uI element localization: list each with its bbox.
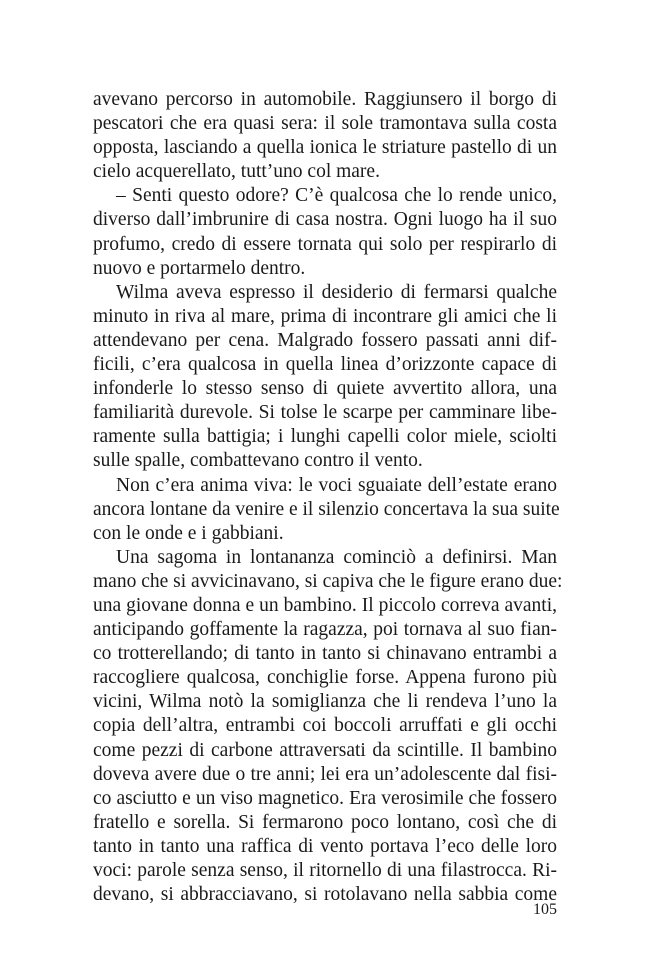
page-number: 105	[533, 901, 557, 918]
text-line: anticipando goffamente la ragazza, poi tornava al suo fian-	[93, 619, 557, 641]
text-line: devano, si abbracciavano, si rotolavano nella sabbia come	[93, 884, 557, 906]
text-line: Wilma aveva espresso il desiderio di fermarsi qualche	[116, 281, 557, 303]
text-line: co trotterellando; di tanto in tanto si chinavano entrambi a	[93, 643, 557, 665]
text-line: co asciutto e un viso magnetico. Era verosimile che fossero	[93, 787, 557, 809]
text-line: ancora lontane da venire e il silenzio concertava la sua suite	[93, 498, 560, 520]
paragraph-1	[93, 88, 557, 184]
text-line: tanto in tanto una raffica di vento portava l’eco delle loro	[93, 835, 557, 857]
text-line: vicini, Wilma notò la somiglianza che li rendeva l’uno la	[93, 691, 557, 713]
text-line: ramente sulla battigia; i lunghi capelli color miele, sciolti	[93, 426, 557, 448]
paragraph-2	[93, 184, 557, 280]
text-line: infonderle lo stesso senso di quiete avvertito allora, una	[93, 378, 557, 400]
text-line: cielo acquerellato, tutt’uno col mare.	[93, 161, 380, 183]
text-line: sulle spalle, combattevano contro il vento.	[93, 450, 423, 472]
paragraph-4	[93, 474, 560, 546]
text-line: voci: parole senza senso, il ritornello di una filastrocca. Ri-	[93, 860, 557, 881]
text-line: raccogliere qualcosa, conchiglie forse. Appena furono più	[93, 667, 557, 689]
text-line: pescatori che era quasi sera: il sole tramontava sulla costa	[93, 113, 557, 135]
text-line: Non c’era anima viva: le voci sguaiate dell’estate erano	[116, 474, 557, 496]
text-line: familiarità durevole. Si tolse le scarpe per camminare libe-	[93, 402, 557, 424]
text-line: nuovo e portarmelo dentro.	[93, 257, 306, 279]
text-line: con le onde e i gabbiani.	[93, 522, 284, 544]
text-line: ficili, c’era qualcosa in quella linea d’orizzonte capace di	[93, 354, 557, 376]
text-line: avevano percorso in automobile. Raggiunsero il borgo di	[93, 89, 557, 110]
text-line: diverso dall’imbrunire di casa nostra. Ogni luogo ha il suo	[93, 209, 557, 231]
text-line: fratello e sorella. Si fermarono poco lontano, così che di	[93, 811, 557, 833]
text-line: Una sagoma in lontananza cominciò a definirsi. Man	[116, 546, 557, 568]
text-line: come pezzi di carbone attraversati da scintille. Il bambino	[93, 739, 557, 761]
text-line: opposta, lasciando a quella ionica le striature pastello di un	[93, 137, 557, 159]
text-line: doveva avere due o tre anni; lei era un’adolescente dal fisi-	[93, 763, 557, 785]
text-line: profumo, credo di essere tornata qui solo per respirarlo di	[93, 233, 557, 255]
text-line: minuto in riva al mare, prima di incontrare gli amici che li	[93, 305, 557, 327]
text-line: mano che si avvicinavano, si capiva che le figure erano due:	[93, 570, 563, 592]
text-line: – Senti questo odore? C’è qualcosa che lo rende unico,	[116, 185, 557, 207]
paragraph-3	[93, 281, 557, 474]
text-line: una giovane donna e un bambino. Il piccolo correva avanti,	[93, 594, 557, 616]
text-line: copia dell’altra, entrambi coi boccoli arruffati e gli occhi	[93, 715, 557, 737]
paragraph-5	[93, 546, 563, 907]
text-line: attendevano per cena. Malgrado fossero passati anni dif-	[93, 329, 557, 351]
page-body	[93, 88, 563, 907]
